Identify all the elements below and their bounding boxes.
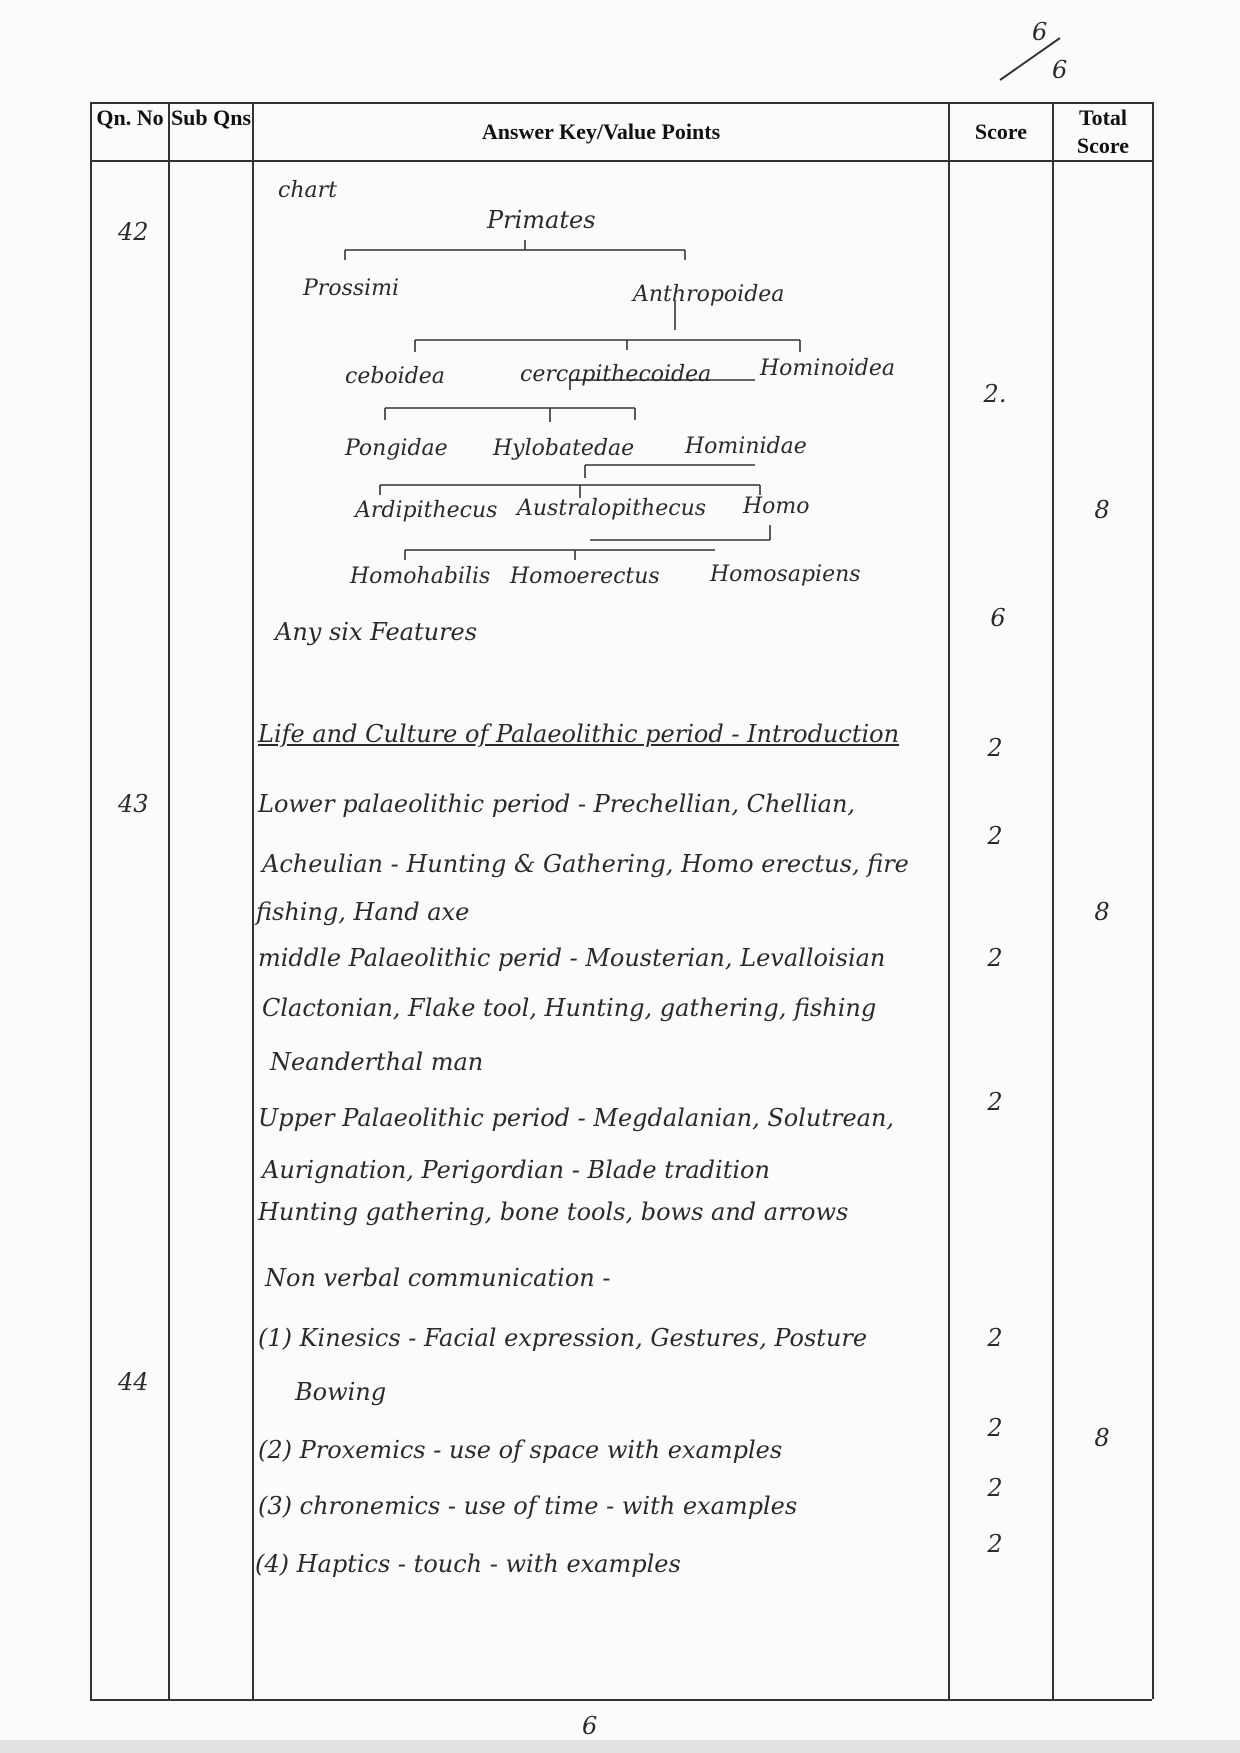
tree-node-homohabilis: Homohabilis (350, 564, 491, 589)
q43-line-7: Neanderthal man (270, 1048, 484, 1076)
q43-line-6: Clactonian, Flake tool, Hunting, gathering, fishing (262, 994, 877, 1022)
q42-features-score: 6 (990, 604, 1006, 632)
q42-chart-score: 2. (983, 380, 1007, 408)
q44-score-2: 2 (987, 1414, 1003, 1442)
header-answer-key: Answer Key/Value Points (481, 119, 721, 144)
q44-score-3: 2 (987, 1474, 1003, 1502)
tree-node-hylobatedae: Hylobatedae (493, 436, 635, 461)
q43-line-4: fishing, Hand axe (256, 898, 470, 926)
q44-score-4: 2 (987, 1530, 1003, 1558)
tree-node-ardipithecus: Ardipithecus (355, 498, 498, 523)
q42-number: 42 (118, 218, 149, 246)
header-sub-qns: Sub Qns (170, 105, 252, 130)
tree-node-homoerectus: Homoerectus (510, 564, 660, 589)
table-bottom-border (90, 1699, 1152, 1701)
tree-node-cercapithecoidea: cercapithecoidea (520, 362, 712, 387)
tree-node-pongidae: Pongidae (345, 436, 448, 461)
q43-line-10: Hunting gathering, bone tools, bows and arrows (258, 1198, 849, 1226)
q44-line-2: (1) Kinesics - Facial expression, Gestures, Posture (258, 1324, 868, 1352)
q43-total-score: 8 (1094, 898, 1110, 926)
page-mark-top: 6 (1032, 18, 1048, 46)
table-header-divider (90, 160, 1152, 162)
q44-line-5: (3) chronemics - use of time - with examples (258, 1492, 798, 1520)
q43-score-3: 2 (987, 944, 1003, 972)
page-mark-bottom: 6 (1052, 56, 1068, 84)
q42-features-text: Any six Features (275, 618, 478, 646)
q43-score-1: 2 (987, 734, 1003, 762)
q43-line-2: Lower palaeolithic period - Prechellian, Chellian, (258, 790, 856, 818)
q43-line-3: Acheulian - Hunting & Gathering, Homo erectus, fire (262, 850, 909, 878)
q43-score-2: 2 (987, 822, 1003, 850)
q42-total-score: 8 (1094, 496, 1110, 524)
tree-connector-lines (255, 180, 955, 600)
header-score: Score (974, 119, 1028, 144)
q44-line-4: (2) Proxemics - use of space with examples (258, 1436, 783, 1464)
q43-line-9: Aurignation, Perigordian - Blade tradition (262, 1156, 770, 1184)
q44-line-6: (4) Haptics - touch - with examples (255, 1550, 681, 1578)
col-divider-1 (168, 102, 170, 1699)
tree-node-homo: Homo (743, 494, 810, 519)
q43-score-4: 2 (987, 1088, 1003, 1116)
page-mark (990, 18, 1080, 88)
primates-classification-tree (255, 180, 955, 600)
col-divider-4 (1052, 102, 1054, 1699)
tree-node-hominidae: Hominidae (685, 434, 807, 459)
tree-node-prossimi: Prossimi (303, 276, 400, 301)
table-left-border (90, 102, 92, 1699)
col-divider-2 (252, 102, 254, 1699)
tree-node-primates: Primates (487, 206, 596, 234)
page-number: 6 (582, 1712, 598, 1740)
q44-line-3: Bowing (295, 1378, 387, 1406)
q42-chart-label: chart (278, 178, 337, 203)
header-total-score: Total Score (1076, 105, 1130, 158)
tree-node-hominoidea: Hominoidea (760, 356, 895, 381)
tree-node-homosapiens: Homosapiens (710, 562, 861, 587)
q43-line-8: Upper Palaeolithic period - Megdalanian, Solutrean, (258, 1104, 895, 1132)
q44-number: 44 (118, 1368, 149, 1396)
q44-score-1: 2 (987, 1324, 1003, 1352)
q44-line-1: Non verbal communication - (265, 1264, 611, 1292)
tree-node-australopithecus: Australopithecus (517, 496, 707, 521)
table-right-border (1152, 102, 1154, 1699)
q43-line-5: middle Palaeolithic perid - Mousterian, Levalloisian (258, 944, 886, 972)
q44-total-score: 8 (1094, 1424, 1110, 1452)
q43-line-1: Life and Culture of Palaeolithic period - Introduction (258, 720, 900, 748)
scan-edge-strip (0, 1740, 1240, 1753)
q43-number: 43 (118, 790, 149, 818)
tree-node-ceboidea: ceboidea (345, 364, 445, 389)
header-qn-no: Qn. No (96, 105, 164, 130)
tree-node-anthropoidea: Anthropoidea (633, 282, 785, 307)
